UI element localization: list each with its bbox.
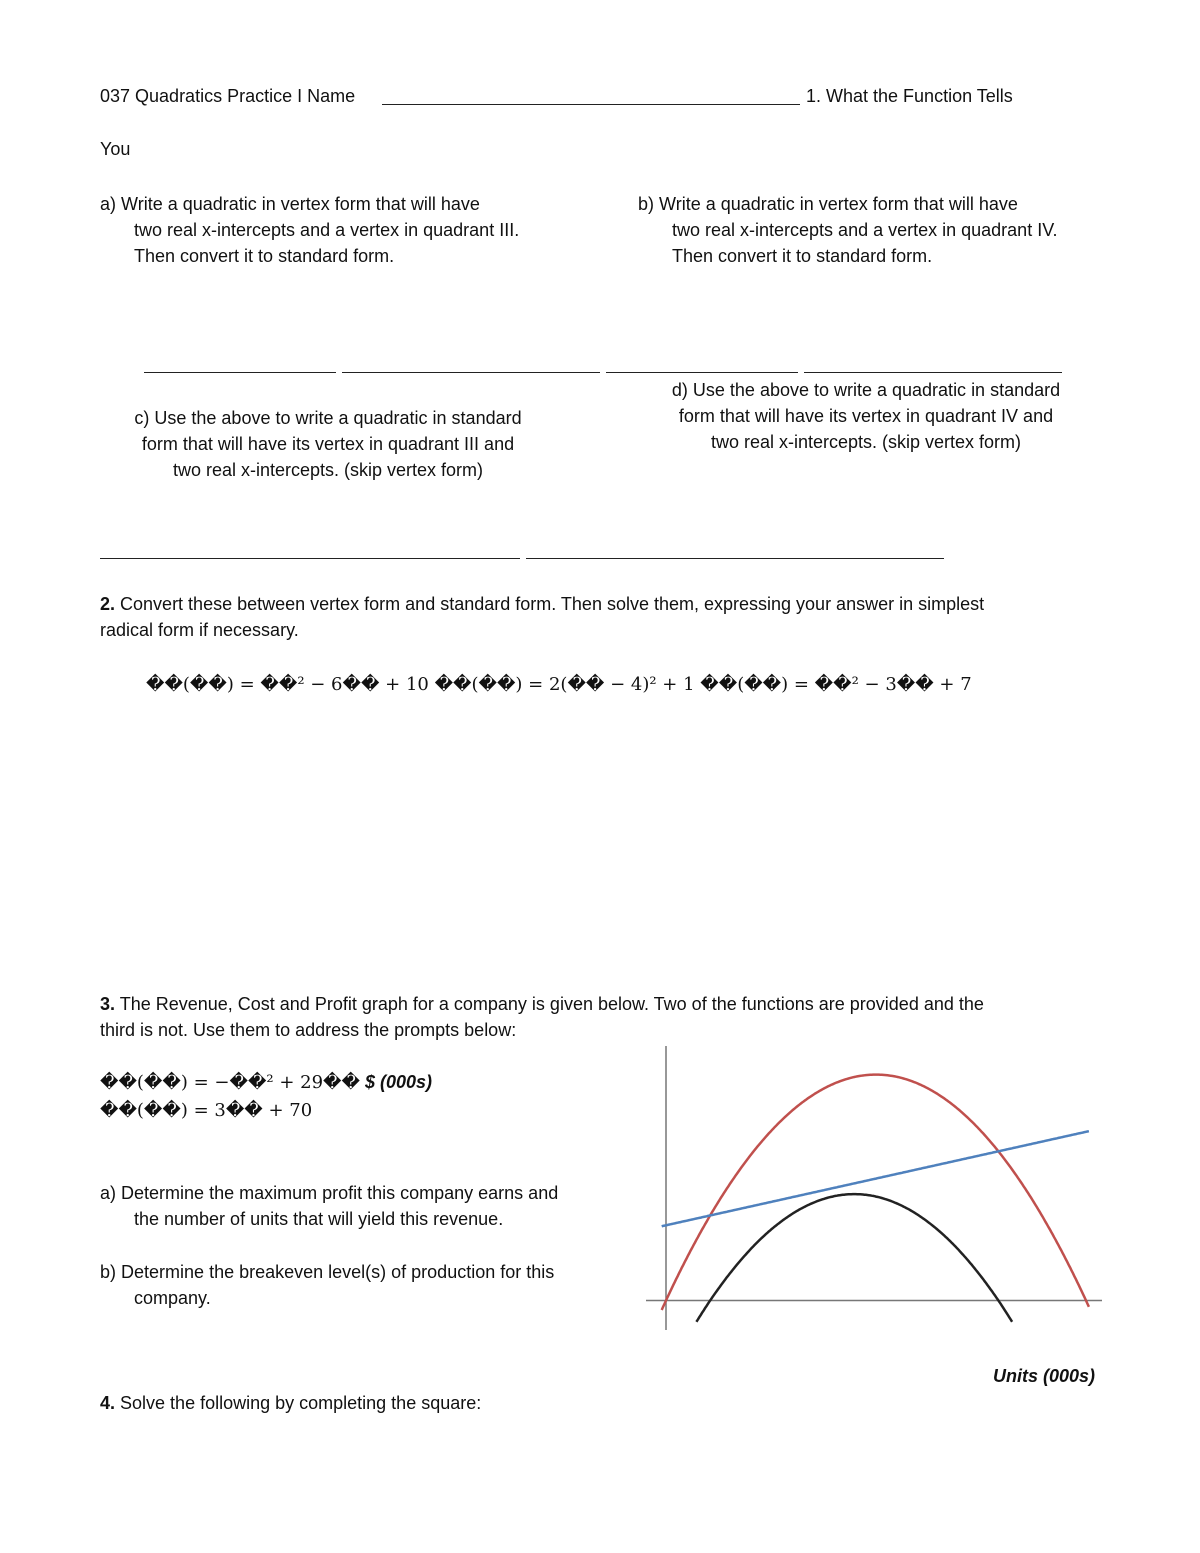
profit-curve — [696, 1194, 1012, 1322]
question-3a — [100, 1180, 558, 1232]
revenue-curve — [662, 1075, 1089, 1310]
x-axis-label: Units (000s) — [993, 1366, 1096, 1386]
name-answer-line[interactable] — [382, 104, 800, 105]
question-2-line2: radical form if necessary. — [100, 620, 299, 640]
answer-line-1a-2[interactable] — [342, 372, 600, 373]
question-2 — [100, 591, 984, 643]
question-1d-line3: two real x-intercepts. (skip vertex form) — [710, 432, 1022, 452]
question-1a-line3: Then convert it to standard form. — [134, 246, 395, 266]
section-title — [806, 86, 1013, 107]
question-1a-line1: Write a quadratic in vertex form that will have — [121, 194, 480, 214]
question-3b-line2: company. — [134, 1288, 211, 1308]
question-1a-label: a) — [100, 194, 117, 214]
revenue-equation — [100, 1072, 432, 1093]
answer-line-1c[interactable] — [100, 558, 520, 559]
question-3b — [100, 1259, 554, 1311]
question-1c-line3: two real x-intercepts. (skip vertex form) — [172, 460, 484, 480]
question-2-equations: ��(��) = ��² − 6�� + 10 ��(��) = 2(�� − 4)² + 1 ��(��) = ��² − 3�� + 7 — [146, 674, 972, 695]
answer-line-1a-1[interactable] — [144, 372, 336, 373]
question-1b-line3: Then convert it to standard form. — [672, 246, 933, 266]
revenue-equation-text: ��(��) = −��² + 29�� — [100, 1072, 360, 1093]
question-1b — [638, 191, 1058, 269]
question-1d-line2: form that will have its vertex in quadrant IV and — [678, 406, 1054, 426]
title-text: 037 Quadratics Practice I Name — [100, 86, 356, 106]
question-1a — [100, 191, 519, 269]
question-1c-label: c) — [134, 408, 150, 428]
question-4-number: 4. — [100, 1393, 116, 1413]
series-layer — [662, 1075, 1089, 1322]
revenue-cost-profit-chart — [640, 1040, 1110, 1330]
question-1c — [100, 405, 556, 483]
section-title-text: 1. What the Function Tells — [806, 86, 1013, 106]
cost-equation: ��(��) = 3�� + 70 — [100, 1100, 313, 1121]
revenue-unit: $ (000s) — [364, 1072, 433, 1092]
question-1b-line1: Write a quadratic in vertex form that will have — [659, 194, 1018, 214]
question-3b-label: b) — [100, 1262, 117, 1282]
question-1d — [638, 377, 1094, 455]
answer-line-1b-2[interactable] — [804, 372, 1062, 373]
question-3a-line1: Determine the maximum profit this company earns and — [121, 1183, 559, 1203]
question-3-number: 3. — [100, 994, 116, 1014]
question-3-line1: The Revenue, Cost and Profit graph for a company is given below. Two of the functions are provided and the — [119, 994, 984, 1014]
question-1d-line1: Use the above to write a quadratic in standard — [692, 380, 1061, 400]
question-4-text: Solve the following by completing the square: — [120, 1393, 482, 1413]
question-2-number: 2. — [100, 594, 116, 614]
answer-line-1b-1[interactable] — [606, 372, 798, 373]
question-1a-line2: two real x-intercepts and a vertex in quadrant III. — [134, 220, 520, 240]
question-1d-label: d) — [671, 380, 688, 400]
section-title-continued: You — [100, 139, 131, 159]
question-4 — [100, 1390, 481, 1416]
worksheet-title — [100, 86, 355, 107]
question-1c-line2: form that will have its vertex in quadrant III and — [141, 434, 515, 454]
question-3a-label: a) — [100, 1183, 117, 1203]
question-3 — [100, 991, 984, 1043]
question-1b-label: b) — [638, 194, 655, 214]
question-3b-line1: Determine the breakeven level(s) of production for this — [121, 1262, 555, 1282]
question-3a-line2: the number of units that will yield this revenue. — [134, 1209, 504, 1229]
question-1c-line1: Use the above to write a quadratic in standard — [154, 408, 522, 428]
question-3-line2: third is not. Use them to address the prompts below: — [100, 1020, 517, 1040]
answer-line-1d[interactable] — [526, 558, 944, 559]
question-2-line1: Convert these between vertex form and standard form. Then solve them, expressing your answer in simplest — [120, 594, 985, 614]
cost-line — [662, 1131, 1089, 1226]
question-1b-line2: two real x-intercepts and a vertex in quadrant IV. — [672, 220, 1058, 240]
